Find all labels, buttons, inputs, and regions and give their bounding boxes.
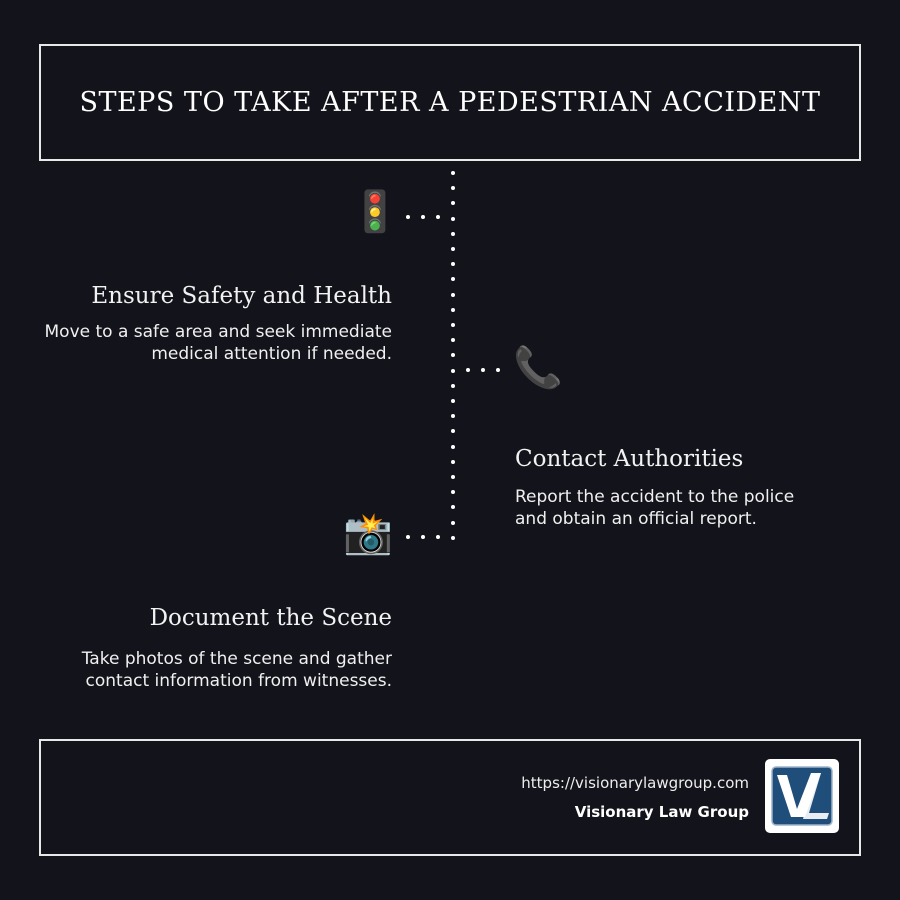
- timeline-dot: [451, 232, 455, 236]
- timeline-dot: [451, 308, 455, 312]
- timeline-dot: [451, 399, 455, 403]
- desc-line: and obtain an official report.: [515, 509, 757, 529]
- step-heading: Document the Scene: [149, 605, 392, 631]
- camera-flash-icon: 📸: [343, 511, 393, 557]
- desc-line: Move to a safe area and seek immediate: [44, 322, 392, 342]
- step-description: [45, 321, 393, 365]
- connector-dot: [496, 368, 500, 372]
- title-banner: [39, 44, 861, 161]
- connector-dot: [436, 215, 440, 219]
- timeline-dot: [451, 505, 455, 509]
- connector-dot: [436, 535, 440, 539]
- timeline-dot: [451, 293, 455, 297]
- timeline-dot: [451, 171, 455, 175]
- timeline-dot: [451, 475, 455, 479]
- connector-dot: [481, 368, 485, 372]
- step-description: [82, 648, 392, 692]
- timeline-dot: [451, 445, 455, 449]
- website-link[interactable]: https://visionarylawgroup.com: [521, 774, 749, 792]
- footer: [39, 739, 861, 856]
- step-heading: Ensure Safety and Health: [91, 283, 392, 309]
- desc-line: medical attention if needed.: [151, 344, 392, 364]
- traffic-light-icon: 🚦: [350, 189, 400, 235]
- desc-line: Report the accident to the police: [515, 487, 795, 507]
- timeline-dot: [451, 369, 455, 373]
- desc-line: contact information from witnesses.: [85, 671, 392, 691]
- telephone-icon: 📞: [513, 345, 563, 391]
- brand-name: Visionary Law Group: [574, 803, 749, 821]
- timeline-dot: [451, 490, 455, 494]
- timeline-dot: [451, 186, 455, 190]
- timeline-dot: [451, 262, 455, 266]
- timeline-dot: [451, 414, 455, 418]
- timeline-dot: [451, 201, 455, 205]
- timeline-dot: [451, 521, 455, 525]
- connector-dot: [406, 535, 410, 539]
- timeline-dot: [451, 247, 455, 251]
- connector-dot: [421, 535, 425, 539]
- timeline-dot: [451, 277, 455, 281]
- timeline-dot: [451, 353, 455, 357]
- connector-dot: [466, 368, 470, 372]
- connector-dot: [421, 215, 425, 219]
- timeline-dot: [451, 384, 455, 388]
- timeline-dot: [451, 429, 455, 433]
- timeline-dot: [451, 217, 455, 221]
- step-heading: Contact Authorities: [515, 446, 744, 472]
- brand-logo: [765, 759, 839, 833]
- desc-line: Take photos of the scene and gather: [81, 649, 392, 669]
- timeline-dot: [451, 536, 455, 540]
- timeline-dot: [451, 460, 455, 464]
- page-title: STEPS TO TAKE AFTER A PEDESTRIAN ACCIDENT: [79, 87, 821, 118]
- connector-dot: [406, 215, 410, 219]
- step-description: [515, 486, 794, 530]
- timeline-dot: [451, 323, 455, 327]
- timeline-dot: [451, 338, 455, 342]
